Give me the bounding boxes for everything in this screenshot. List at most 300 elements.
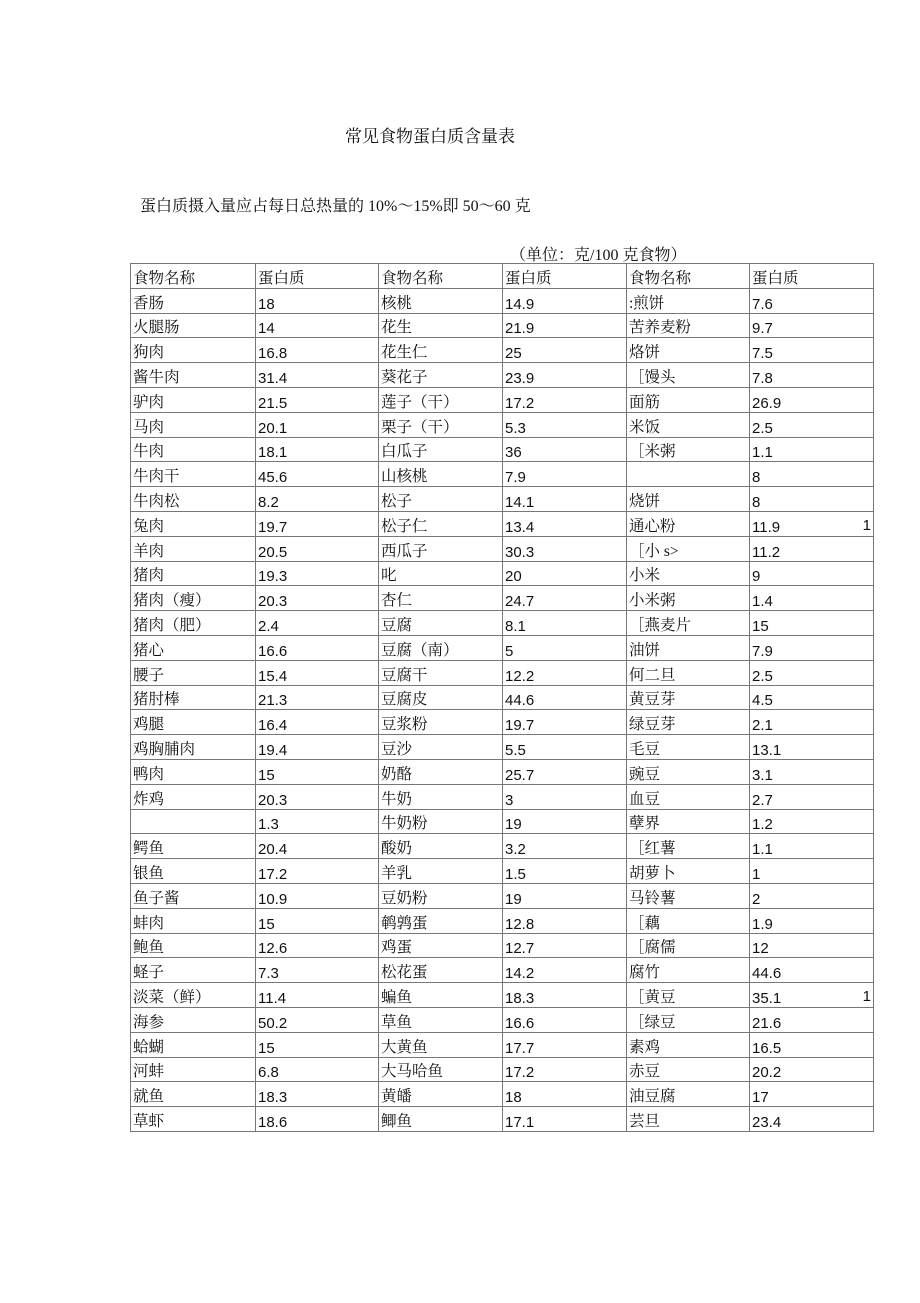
food-name: [627, 1057, 750, 1082]
food-name: [131, 437, 256, 462]
protein-value-text: 20.3: [258, 593, 288, 611]
food-name-text: 草虾: [133, 1112, 165, 1130]
protein-value: [503, 983, 627, 1008]
food-name: [131, 983, 256, 1008]
protein-value: [503, 735, 627, 760]
protein-value-text: 19.3: [258, 568, 288, 586]
food-name-text: 油豆腐: [629, 1088, 676, 1106]
protein-value: [503, 536, 627, 561]
stray-mark: 1: [862, 516, 871, 534]
protein-value-text: 30.3: [505, 543, 535, 561]
document-title: 常见食物蛋白质含量表: [345, 127, 515, 146]
food-name: [131, 958, 256, 983]
food-name-text: 烙饼: [629, 344, 661, 362]
protein-value: [256, 437, 379, 462]
protein-value: [256, 883, 379, 908]
protein-value-text: 44.6: [752, 965, 782, 983]
food-name-text: 羊乳: [381, 864, 413, 882]
protein-value: [750, 462, 874, 487]
protein-value: [750, 685, 874, 710]
protein-value: [503, 511, 627, 536]
protein-value-text: 17.2: [258, 865, 288, 883]
food-name: [627, 387, 750, 412]
food-name-text: 鸡腿: [133, 716, 165, 734]
food-name: [627, 710, 750, 735]
food-name: [627, 933, 750, 958]
food-name-text: 西瓜子: [381, 542, 428, 560]
food-name-text: 何二旦: [629, 666, 676, 684]
protein-value-text: 16.4: [258, 717, 288, 735]
protein-value: [256, 511, 379, 536]
protein-value-text: 18.6: [258, 1113, 288, 1131]
protein-value-text: 14: [258, 320, 275, 338]
food-name-text: 猪肉（肥）: [133, 616, 211, 634]
protein-value: [503, 883, 627, 908]
protein-value: [256, 412, 379, 437]
food-name: [379, 834, 503, 859]
food-name: [627, 1032, 750, 1057]
protein-value-text: 18.3: [258, 1089, 288, 1107]
food-name-text: 蝙鱼: [381, 988, 413, 1006]
protein-value-text: 4.5: [752, 692, 773, 710]
protein-value: [503, 784, 627, 809]
food-name-text: 鲫鱼: [381, 1112, 413, 1130]
food-name-text: 烧饼: [629, 492, 661, 510]
protein-value-text: 20.3: [258, 791, 288, 809]
protein-value-text: 12: [752, 940, 769, 958]
food-name-text: 鸡蛋: [381, 939, 413, 957]
protein-value-text: 8: [752, 469, 761, 487]
protein-value: [503, 933, 627, 958]
food-name: [627, 338, 750, 363]
protein-value: [750, 784, 874, 809]
food-name: [379, 288, 503, 313]
protein-value-text: 20.5: [258, 543, 288, 561]
protein-value: [503, 834, 627, 859]
protein-value-text: 20.1: [258, 419, 288, 437]
table-row: [131, 809, 874, 834]
protein-value-text: 21.5: [258, 394, 288, 412]
food-name-text: 豆沙: [381, 740, 413, 758]
food-name: [379, 933, 503, 958]
protein-value: [750, 387, 874, 412]
table-row: [131, 859, 874, 884]
food-name: [627, 487, 750, 512]
protein-value-text: 17.1: [505, 1113, 535, 1131]
protein-value-text: 12.2: [505, 667, 535, 685]
protein-value-text: 17.2: [505, 394, 535, 412]
protein-value-text: 24.7: [505, 593, 535, 611]
food-name: [379, 313, 503, 338]
food-name: [131, 611, 256, 636]
food-name: [627, 536, 750, 561]
food-name: [379, 462, 503, 487]
protein-value-text: 7.9: [505, 469, 526, 487]
table-row: [131, 1032, 874, 1057]
food-name: [131, 859, 256, 884]
food-name: [131, 1082, 256, 1107]
food-name: [131, 834, 256, 859]
protein-value: [750, 983, 874, 1008]
food-name: [379, 660, 503, 685]
protein-value-text: 7.9: [752, 642, 773, 660]
food-name-text: 核桃: [381, 294, 413, 312]
protein-value: [750, 735, 874, 760]
protein-value-text: 1.3: [258, 816, 279, 834]
table-row: [131, 710, 874, 735]
protein-value-text: 19.7: [258, 518, 288, 536]
food-name: [131, 511, 256, 536]
food-name-text: 牛肉干: [133, 468, 180, 486]
food-name-text: 蛤蝴: [133, 1038, 165, 1056]
protein-value-text: 20.4: [258, 841, 288, 859]
protein-value: [503, 363, 627, 388]
protein-value-text: 15: [258, 915, 275, 933]
food-name-text: 牛肉松: [133, 492, 180, 510]
food-name-text: 豆腐: [381, 616, 413, 634]
protein-value: [750, 834, 874, 859]
food-name: [627, 983, 750, 1008]
protein-value: [256, 1107, 379, 1132]
food-name-text: 海参: [133, 1013, 165, 1031]
food-name: [131, 883, 256, 908]
protein-value-text: 15: [752, 617, 769, 635]
food-name-text: 芸旦: [629, 1112, 661, 1130]
protein-value: [750, 883, 874, 908]
protein-value: [503, 462, 627, 487]
food-name: [627, 685, 750, 710]
protein-value: [256, 586, 379, 611]
protein-value-text: 3.1: [752, 766, 773, 784]
protein-value-text: 36: [505, 444, 522, 462]
food-name: [627, 784, 750, 809]
protein-value-text: 14.9: [505, 295, 535, 313]
food-name: [379, 611, 503, 636]
food-name: [379, 363, 503, 388]
protein-value-text: 1: [752, 865, 761, 883]
protein-value-text: 12.8: [505, 915, 535, 933]
protein-value-text: 1.5: [505, 865, 526, 883]
food-name-text: 炸鸡: [133, 790, 165, 808]
protein-value: [750, 1032, 874, 1057]
protein-value: [256, 759, 379, 784]
protein-value: [503, 1082, 627, 1107]
table-row: [131, 437, 874, 462]
table-row: [131, 412, 874, 437]
protein-value: [256, 387, 379, 412]
food-name-text: 栗子（干）: [381, 418, 459, 436]
food-name-text: 面筋: [629, 393, 661, 411]
food-name: [379, 511, 503, 536]
table-row: [131, 561, 874, 586]
header-food-name: 食物名称: [131, 264, 256, 289]
table-row: [131, 1082, 874, 1107]
food-name: [131, 363, 256, 388]
food-name: [379, 710, 503, 735]
protein-value: [750, 809, 874, 834]
food-name: [627, 908, 750, 933]
table-row: [131, 1107, 874, 1132]
food-name-text: ［绿豆: [629, 1013, 676, 1031]
food-name-text: 豆腐干: [381, 666, 428, 684]
protein-value-text: 9.7: [752, 320, 773, 338]
food-name-text: 鱼子酱: [133, 889, 180, 907]
food-name: [627, 511, 750, 536]
protein-value: [750, 611, 874, 636]
food-name-text: 豌豆: [629, 765, 661, 783]
protein-value-text: 16.6: [505, 1014, 535, 1032]
food-name-text: 马肉: [133, 418, 165, 436]
food-name-text: 葵花子: [381, 368, 428, 386]
protein-value: [750, 288, 874, 313]
protein-value: [256, 908, 379, 933]
food-name: [379, 586, 503, 611]
protein-value: [256, 536, 379, 561]
food-name: [379, 784, 503, 809]
table-row: [131, 883, 874, 908]
food-name-text: ［小 s>: [629, 542, 679, 560]
table-row: [131, 1057, 874, 1082]
food-name-text: 猪肉: [133, 567, 165, 585]
protein-value-text: 1.9: [752, 915, 773, 933]
protein-value-text: 12.7: [505, 940, 535, 958]
food-name: [379, 561, 503, 586]
table-row: [131, 958, 874, 983]
protein-value-text: 2.5: [752, 419, 773, 437]
protein-value-text: 2.7: [752, 791, 773, 809]
protein-value: [256, 735, 379, 760]
food-name-text: ［红薯: [629, 840, 676, 858]
table-row: [131, 462, 874, 487]
table-row: [131, 363, 874, 388]
protein-value-text: 19.4: [258, 741, 288, 759]
food-name-text: ［燕麦片: [629, 616, 692, 634]
protein-value: [750, 859, 874, 884]
food-name-text: 淡菜（鲜）: [133, 988, 211, 1006]
food-name-text: 牛肉: [133, 443, 165, 461]
intake-note: 蛋白质摄入量应占每日总热量的 10%～15%即 50～60 克: [140, 198, 531, 215]
protein-value: [256, 1082, 379, 1107]
protein-value: [750, 536, 874, 561]
food-name-text: 叱: [381, 567, 397, 585]
protein-value-text: 18.3: [505, 989, 535, 1007]
food-name: [379, 735, 503, 760]
food-name-text: 奶酪: [381, 765, 413, 783]
food-name-text: 黄皤: [381, 1088, 413, 1106]
food-name-text: ［藕: [629, 914, 661, 932]
food-name-text: 豆奶粉: [381, 889, 428, 907]
food-name: [379, 387, 503, 412]
protein-value-text: 7.8: [752, 369, 773, 387]
food-name: [379, 958, 503, 983]
protein-value-text: 25.7: [505, 766, 535, 784]
food-name: [131, 487, 256, 512]
protein-value: [256, 288, 379, 313]
table-row: [131, 834, 874, 859]
food-name-text: 鲍鱼: [133, 939, 165, 957]
protein-value-text: 11.4: [258, 989, 287, 1007]
protein-value-text: 1.2: [752, 816, 773, 834]
protein-value-text: 2.1: [752, 717, 773, 735]
food-name: [131, 635, 256, 660]
protein-value: [256, 685, 379, 710]
protein-value-text: 19.7: [505, 717, 535, 735]
protein-value-text: 15.4: [258, 667, 288, 685]
food-name: [379, 908, 503, 933]
protein-value-text: 8.1: [505, 617, 526, 635]
food-name-text: ［黄豆: [629, 988, 676, 1006]
food-name-text: 小米粥: [629, 592, 676, 610]
protein-value-text: 11.2: [752, 543, 781, 561]
food-name-text: 猪心: [133, 641, 165, 659]
protein-value-text: 45.6: [258, 469, 288, 487]
food-name: [627, 288, 750, 313]
protein-value: [750, 635, 874, 660]
table-row: [131, 1007, 874, 1032]
food-name: [131, 908, 256, 933]
protein-value: [256, 462, 379, 487]
food-name-text: 豆腐皮: [381, 691, 428, 709]
protein-value: [256, 958, 379, 983]
food-name-text: 酱牛肉: [133, 368, 180, 386]
protein-value: [503, 685, 627, 710]
protein-value: [256, 933, 379, 958]
food-name-text: 鸡胸脯肉: [133, 740, 196, 758]
food-name: [627, 735, 750, 760]
food-name: [131, 1007, 256, 1032]
table-row: [131, 511, 874, 536]
food-name-text: 毛豆: [629, 740, 661, 758]
table-row: [131, 735, 874, 760]
food-name: [131, 412, 256, 437]
header-protein: 蛋白质: [750, 264, 874, 289]
protein-value: [256, 859, 379, 884]
protein-value-text: 18.1: [258, 444, 288, 462]
food-name: [627, 883, 750, 908]
food-name-text: 大黄鱼: [381, 1038, 428, 1056]
protein-value-text: 18: [505, 1089, 522, 1107]
protein-value: [750, 660, 874, 685]
food-name-text: 牛奶: [381, 790, 413, 808]
table-header-row: [131, 264, 874, 289]
protein-value-text: 44.6: [505, 692, 535, 710]
protein-value: [750, 1082, 874, 1107]
food-name: [379, 883, 503, 908]
food-name: [627, 958, 750, 983]
food-name-text: 通心粉: [629, 517, 676, 535]
table-row: [131, 660, 874, 685]
protein-value: [503, 487, 627, 512]
food-name: [379, 685, 503, 710]
protein-value-text: 1.1: [752, 841, 773, 859]
food-name: [379, 809, 503, 834]
food-name-text: 莲子（干）: [381, 393, 459, 411]
protein-value-text: 12.6: [258, 940, 288, 958]
food-name-text: 腐竹: [629, 964, 661, 982]
food-name: [131, 338, 256, 363]
protein-value-text: 25: [505, 345, 522, 363]
table-row: [131, 983, 874, 1008]
protein-value: [256, 809, 379, 834]
protein-value-text: 10.9: [258, 890, 288, 908]
protein-value-text: 14.1: [505, 493, 535, 511]
protein-value: [750, 363, 874, 388]
protein-value-text: 2.4: [258, 617, 279, 635]
protein-value: [503, 313, 627, 338]
protein-value: [256, 313, 379, 338]
protein-value: [503, 586, 627, 611]
food-name: [379, 635, 503, 660]
protein-value: [750, 908, 874, 933]
food-name-text: 大马哈鱼: [381, 1063, 444, 1081]
header-food-name: 食物名称: [627, 264, 750, 289]
protein-value-text: 7.5: [752, 345, 773, 363]
table-row: [131, 933, 874, 958]
protein-value-text: 23.4: [752, 1113, 782, 1131]
table-row: [131, 288, 874, 313]
food-name-text: 苦养麦粉: [629, 319, 692, 337]
protein-value: [750, 933, 874, 958]
food-name: [131, 759, 256, 784]
protein-value-text: 8.2: [258, 493, 279, 511]
protein-value: [750, 511, 874, 536]
food-name: [131, 387, 256, 412]
protein-value: [750, 1007, 874, 1032]
food-name: [627, 437, 750, 462]
protein-value: [750, 958, 874, 983]
protein-value-text: 21.3: [258, 692, 288, 710]
food-name-text: 猪肘棒: [133, 691, 180, 709]
table-row: [131, 313, 874, 338]
food-name: [131, 288, 256, 313]
food-name-text: 酸奶: [381, 840, 413, 858]
food-name-text: 就鱼: [133, 1088, 165, 1106]
protein-value-text: 19: [505, 890, 522, 908]
table-row: [131, 759, 874, 784]
protein-value: [750, 338, 874, 363]
stray-mark: 1: [862, 987, 871, 1005]
food-name: [627, 561, 750, 586]
protein-value: [750, 561, 874, 586]
food-name-text: 蛏子: [133, 964, 165, 982]
protein-value-text: 2: [752, 890, 761, 908]
protein-table: [130, 263, 874, 1132]
food-name-text: 鳄鱼: [133, 840, 165, 858]
table-row: [131, 611, 874, 636]
protein-value: [503, 1032, 627, 1057]
protein-value-text: 14.2: [505, 965, 535, 983]
protein-value-text: 6.8: [258, 1064, 279, 1082]
protein-value-text: 15: [258, 1039, 275, 1057]
food-name: [627, 611, 750, 636]
protein-value-text: 13.4: [505, 518, 535, 536]
table-row: [131, 635, 874, 660]
protein-value: [256, 363, 379, 388]
header-protein: 蛋白质: [503, 264, 627, 289]
protein-value: [256, 784, 379, 809]
food-name: [627, 1082, 750, 1107]
food-name: [627, 834, 750, 859]
protein-value: [256, 338, 379, 363]
protein-value: [256, 1057, 379, 1082]
food-name: [627, 462, 750, 487]
food-name-text: 腰子: [133, 666, 165, 684]
protein-value: [503, 437, 627, 462]
protein-value: [256, 834, 379, 859]
protein-value-text: 5: [505, 642, 514, 660]
table-row: [131, 586, 874, 611]
protein-value: [503, 1107, 627, 1132]
